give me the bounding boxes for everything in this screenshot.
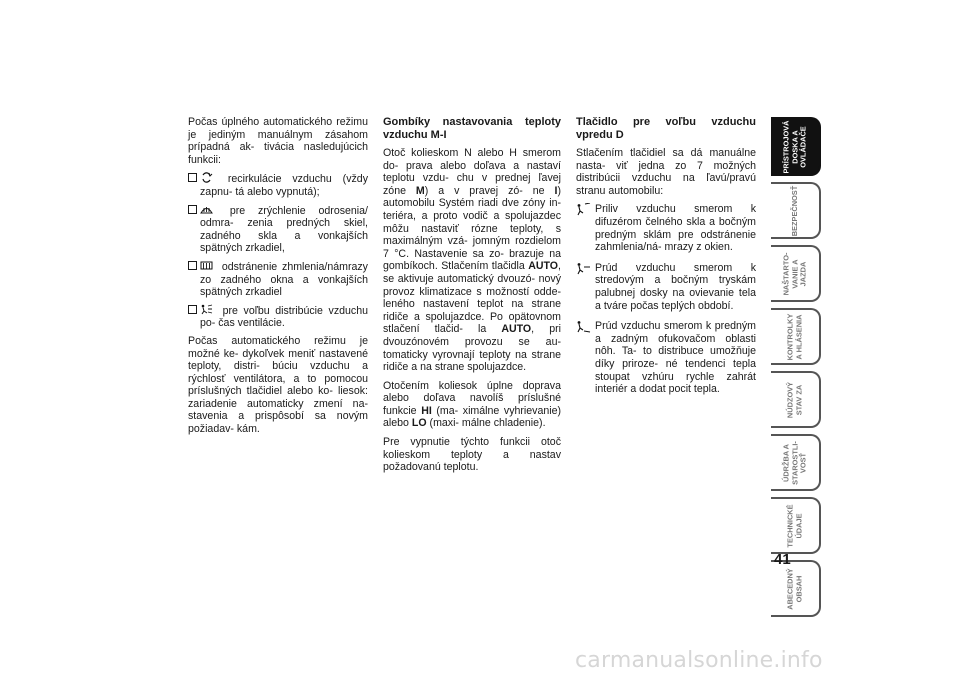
tab-label: ÚDRŽBA A STAROSTLI- VOSŤ [781, 440, 808, 485]
zone-i-label: I [554, 184, 558, 197]
tab-nudzovy-stav[interactable] [771, 371, 821, 428]
bullet-recirculation [188, 172, 368, 198]
checkbox-bullet [188, 173, 197, 182]
page-number: 41 [774, 551, 791, 568]
auto-label: AUTO [528, 260, 559, 273]
tab-abecedny-obsah[interactable] [771, 560, 821, 617]
airflow-face-icon [576, 262, 591, 275]
checkbox-bullet [188, 261, 197, 270]
text-span: (maxi- málne chladenie). [426, 417, 546, 430]
bullet-text: recirkulácie vzduchu (vždy zapnu- tá alebo vypnutá); [200, 173, 368, 198]
checkbox-bullet [188, 205, 197, 214]
column-3 [576, 116, 756, 404]
intro-paragraph: Stlačením tlačidiel sa dá manuálne nasta- viť jedna zo 7 možných distribúcii vzduchu na ľavú/pravú stranu automobilu: [576, 147, 756, 197]
auto-label: AUTO [501, 323, 532, 336]
section-heading: Gombíky nastavovania teploty vzduchu M-I [383, 116, 561, 141]
bullet-text: pre zrýchlenie odrosenia/ odmra- zenia predných skiel, zadného skla a vonkajších spätných zrkadiel, [200, 204, 368, 255]
intro-paragraph: Počas úplného automatického režimu je jediným manuálnym zásahom prípadná ak- tivácia nasledujúcich funkcii: [188, 116, 368, 166]
air-distribution-icon [200, 304, 213, 315]
distribution-item-feet [576, 320, 756, 396]
tab-label: TECHNICKÉ ÚDAJE [785, 503, 803, 548]
bullet-max-defrost [188, 204, 368, 255]
tab-nastartovanie[interactable] [771, 245, 821, 302]
bullet-text: pre voľbu distribúcie vzduchu po- čas ventilácie. [200, 304, 368, 330]
rear-defrost-icon [200, 260, 213, 271]
text-span: Otočením koliesok úplne doprava alebo doľava navolíš príslušné funkcie [383, 379, 561, 417]
column-2 [383, 116, 561, 480]
distribution-text: Prúd vzduchu smerom k predným a zadným ofukovačom oblasti nôh. Ta- to distribuce umožňuje díky priroze- né tendenci tepla stoupat vzhúru rychle zahrát interiér a dodat pocit tepla. [595, 320, 756, 396]
bullet-air-distribution [188, 304, 368, 330]
text-span: ) a v pravej zó- ne [424, 184, 555, 197]
distribution-item-windscreen [576, 203, 756, 253]
text-span: , se aktivuje automatický dvouzó- nový provoz klimatizace s možností odde- leného nastavení teplot na strane ridiče a spolujazdce. Po opätovnom stlačení tlačid- la [383, 260, 561, 336]
hi-label: HI [421, 404, 432, 417]
column-1 [188, 116, 368, 442]
watermark: carmanualsonline.info [575, 648, 823, 673]
checkbox-bullet [188, 305, 197, 314]
text-span: , pri dvouzónovém provozu se au- tomaticky vyrovnají teploty na strane ridiče a na strane spolujazdce. [383, 323, 561, 374]
tab-label: ABECEDNÝ OBSAH [785, 567, 803, 610]
chapter-tabs [771, 117, 821, 623]
tab-label: PRÍSTROJOVÁ DOSKA A OVLÁDAČE [781, 120, 808, 173]
automatic-mode-paragraph: Počas automatického režimu je možné ke- dykoľvek meniť nastavené teploty, distri- búciu vzduchu a rýchlosť ventilátora, a to pomocou príslušných tlačidiel alebo ko- liesok: zariadenie automaticky zmení na- stavenia a prispôsobí sa novým požiadav- kám. [188, 334, 368, 436]
airflow-windscreen-icon [576, 203, 591, 216]
text-span: (ma- ximálne vyhrievanie) alebo [383, 404, 562, 430]
airflow-feet-icon [576, 320, 591, 333]
bullet-text: odstránenie zhmlenia/námrazy zo zadného okna a vonkajších spätných zrkadiel [200, 260, 368, 299]
tab-label: NAŠTARTO- VANIE A JAZDA [781, 252, 808, 295]
zone-m-label: M [415, 184, 425, 197]
tab-pristrojova-doska[interactable] [771, 117, 821, 176]
switch-off-paragraph: Pre vypnutie týchto funkcii otoč kolieskom teploty a nastav požadovanú teplotu. [383, 436, 561, 474]
recirculation-icon [200, 172, 213, 183]
tab-label: BEZPEČNOSŤ [789, 185, 799, 236]
distribution-text: Prúd vzduchu smerom k stredovým a bočným tryskám palubnej dosky na ovievanie tela a tváre počas teplých období. [595, 261, 756, 312]
bullet-rear-defrost [188, 260, 368, 299]
tab-bezpecnost[interactable] [771, 182, 821, 239]
distribution-text: Priliv vzduchu smerom k difuzérom čelného skla a bočným predným sklám pre odstránenie zahmlenia/ná- mrazy z okien. [595, 203, 756, 254]
tab-kontrolky[interactable] [771, 308, 821, 365]
tab-udrzba[interactable] [771, 434, 821, 491]
section-heading: Tlačidlo pre voľbu vzduchu vpredu D [576, 116, 756, 141]
text-span: ) automobilu Systém riadi dve zóny in- teriéra, a proto vodič a spolujazdec môžu nastaviť rózne teploty, s maximálným vzá- jomným rozdielom 7 °C. Nastavenie sa zo- brazuje na gombíkoch. Stlačením tlačidla [383, 184, 561, 273]
max-defrost-icon [200, 204, 213, 215]
tab-technicke-udaje[interactable] [771, 497, 821, 554]
hi-lo-paragraph [383, 380, 561, 430]
tab-label: NÚDZOVÝ STAV ZA [785, 381, 803, 418]
lo-label: LO [411, 417, 427, 430]
tab-label: KONTROLKY A HLÁSENIA [785, 313, 803, 360]
text-span: Otoč kolieskom N alebo H smerom do- prava alebo doľava a nastaví teplotu vzdu- chu v prednej ľavej zóne [383, 147, 561, 197]
temperature-paragraph [383, 147, 561, 374]
distribution-item-face [576, 262, 756, 312]
